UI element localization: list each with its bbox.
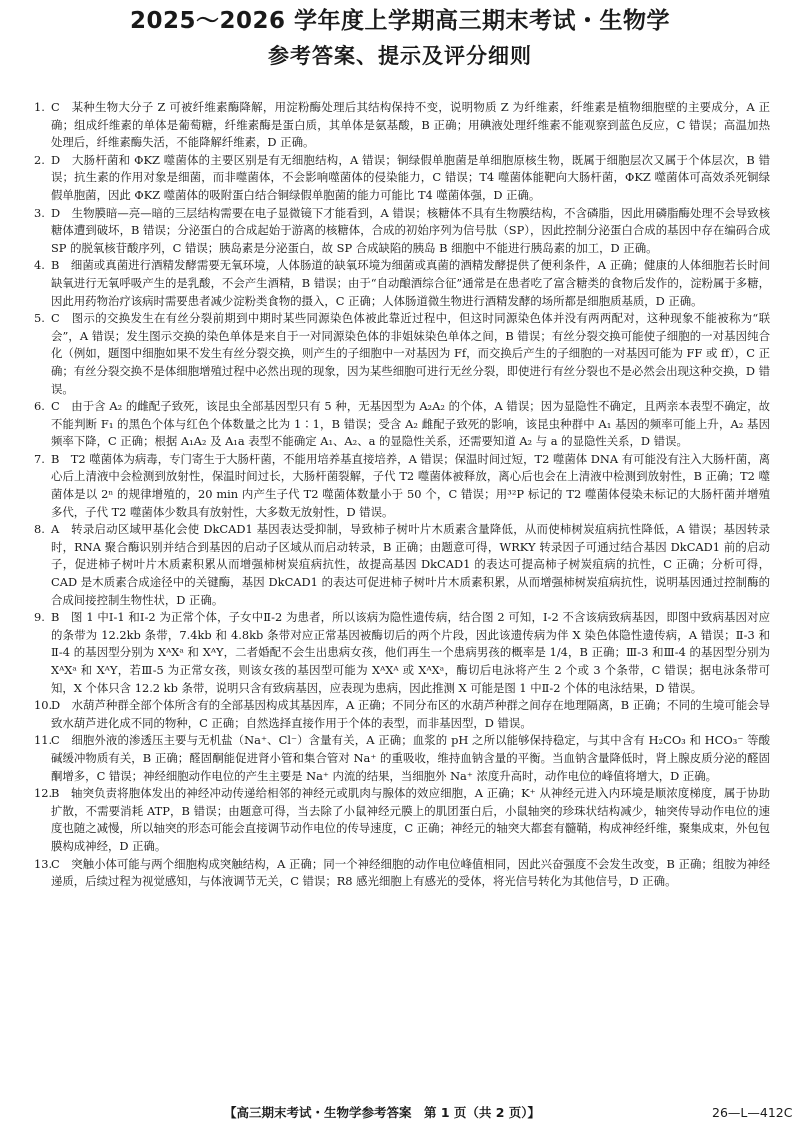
answer-item xyxy=(34,152,770,205)
answer-number: 7. xyxy=(34,451,45,466)
answer-number: 1. xyxy=(34,100,45,114)
answer-item xyxy=(34,257,770,310)
footer-page-info: 【高三期末考试・生物学参考答案 第 1 页（共 2 页）】 xyxy=(224,1105,541,1120)
answer-item xyxy=(34,99,770,152)
answer-item xyxy=(34,310,770,398)
answer-text: B 细菌或真菌进行酒精发酵需要无氧环境，人体肠道的缺氧环境为细菌或真菌的酒精发酵提供了便利条件，A 正确；健康的人体细胞若长时间缺氧进行无氧呼吸产生的是乳酸，不会产生酒精，B 错误；由于“自动酿酒综合征”通常是在患者吃了富含糖类的食物后发作的，淀粉属于多糖，因此用药物治疗该病时需要患者减少淀粉类食物的摄入，C 正确；人体肠道微生物进行酒精发酵的场所都是细胞质基质，D 正确。 xyxy=(51,258,770,308)
answer-number: 9. xyxy=(34,610,45,625)
answer-item xyxy=(34,521,770,609)
answer-item xyxy=(34,856,770,891)
answer-text: C 某种生物大分子 Z 可被纤维素酶降解，用淀粉酶处理后其结构保持不变，说明物质 Z 为纤维素，纤维素是植物细胞壁的主要成分，A 正确；组成纤维素的单体是葡萄糖，纤维素酶是蛋白质，其单体是氨基酸，B 正确；用碘液处理纤维素不能观察到蓝色反应，C 错误；高温加热处理后，纤维素酶失活，不能降解纤维素，D 正确。 xyxy=(51,100,770,150)
answer-text: D 大肠杆菌和 ΦKZ 噬菌体的主要区别是有无细胞结构，A 错误；铜绿假单胞菌是单细胞原核生物，既属于细胞层次又属于个体层次，B 错误；抗生素的作用对象是细菌，而非噬菌体，不会影响噬菌体的侵染能力，C 错误；T4 噬菌体能靶向大肠杆菌，ΦKZ 噬菌体可高效杀死铜绿假单胞菌，因此 ΦKZ 噬菌体的吸附蛋白结合铜绿假单胞菌的能力可能比 T4 噬菌体强，D 正确。 xyxy=(51,152,770,202)
answer-item xyxy=(34,785,770,855)
answer-item xyxy=(34,451,770,521)
answer-number: 3. xyxy=(34,205,45,220)
answer-number: 5. xyxy=(34,311,45,326)
answer-text: C 图示的交换发生在有丝分裂前期到中期时某些同源染色体被此靠近过程中，但这时同源染色体并没有两两配对，这种现象不能被称为“联会”，A 错误；发生图示交换的染色单体是来自于一对同源染色体的非姐妹染色单体之间，B 错误；有丝分裂交换可能使子细胞的一对基因纯合化（例如，题图中细胞如果不发生有丝分裂交换，则产生的子细胞中一对基因为 Ff，而交换后产生的子细胞的一对基因可能为 FF 或 ff），C 正确；有丝分裂交换不是体细胞增殖过程中必然出现的现象，因为某些细胞可进行无丝分裂，即使进行有丝分裂也不是必然会出现这种交换，D 错误。 xyxy=(51,311,770,396)
answer-item xyxy=(34,205,770,258)
page-title: 2025～2026 学年度上学期高三期末考试・生物学 xyxy=(129,8,671,34)
answer-text: D 生物膜暗—亮—暗的三层结构需要在电子显微镜下才能看到，A 错误；核糖体不具有生物膜结构，不含磷脂，因此用磷脂酶处理不会导致核糖体遭到破坏，B 错误；分泌蛋白的合成起始于游离的核糖体，合成的初始序列为信号肽（SP），因此控制分泌蛋白合成的基因中存在编码合成 SP 的脱氧核苷酸序列，C 错误；胰岛素是分泌蛋白，故 SP 合成缺陷的胰岛 B 细胞中不能进行胰岛素的加工，D 正确。 xyxy=(51,205,770,255)
page-footer xyxy=(0,1101,800,1125)
answer-number: 6. xyxy=(34,399,45,414)
answer-text: B 轴突负责将胞体发出的神经冲动传递给相邻的神经元或肌肉与腺体的效应细胞，A 正确；K⁺ 从神经元进入内环境是顺浓度梯度，属于协助扩散，不需要消耗 ATP，B 错误；由题意可得，当去除了小鼠神经元膜上的肌团蛋白后，小鼠轴突的珍珠状结构减少，轴突传导动作电位的速度也随之减慢，所以轴突的形态可能会直接调节动作电位的传导速度，C 正确；神经元的轴突大都套有髓鞘，构成神经纤维，聚集成束，外包包膜构成神经，D 正确。 xyxy=(51,786,770,853)
answer-text: C 细胞外液的渗透压主要与无机盐（Na⁺、Cl⁻）含量有关，A 正确；血浆的 pH 之所以能够保持稳定，与其中含有 H₂CO₃ 和 HCO₃⁻ 等酸碱缓冲物质有关，B 正确；醛固酮能促进肾小管和集合管对 Na⁺ 的重吸收，维持血钠含量的平衡。当血钠含量降低时，肾上腺皮质分泌的醛固酮增多，C 错误；神经细胞动作电位的产生主要是 Na⁺ 内流的结果，当细胞外 Na⁺ 浓度升高时，动作电位的峰值将增大，D 正确。 xyxy=(51,733,770,783)
answer-text: C 由于含 A₂ 的雌配子致死，该昆虫全部基因型只有 5 种，无基因型为 A₂A₂ 的个体，A 错误；因为显隐性不确定，且两亲本表型不确定，故不能判断 F₁ 的黑色个体与红色个体数量之比为 1∶1，B 错误；受含 A₂ 雌配子致死的影响，该昆虫种群中 A₁ 基因的频率可能上升，A₂ 基因频率下降，C 正确；根据 A₁A₂ 及 A₁a 表型不能确定 A₁、A₂、a 的显隐性关系，还需要知道 A₂ 与 a 的显隐性关系，D 错误。 xyxy=(51,399,770,449)
answer-item xyxy=(34,609,770,697)
answer-text: D 水葫芦种群全部个体所含有的全部基因构成其基因库，A 正确；不同分布区的水葫芦种群之间存在地理隔离，B 正确；不同的生境可能会导致水葫芦进化成不同的物种，C 正确；自然选择直接作用于个体的表型，而非基因型，D 错误。 xyxy=(51,698,770,730)
answer-number: 4. xyxy=(34,258,45,273)
answer-item xyxy=(34,732,770,785)
answer-number: 11. xyxy=(34,733,53,748)
answer-text: A 转录启动区域甲基化会使 DkCAD1 基因表达受抑制，导致柿子树叶片木质素含量降低，从而使柿树炭疽病抗性降低，A 错误；基因转录时，RNA 聚合酶识别并结合到基因的启动子区域从而启动转录，B 正确；由题意可得，WRKY 转录因子可通过结合基因 DkCAD1 前的启动子，促进柿子树叶片木质素积累从而增强柿树炭疽病抗性，故提高基因 DkCAD1 的表达可提高柿子树炭疽病的抗性，C 正确；分析可得，CAD 是木质素合成途径中的关键酶，基因 DkCAD1 的表达可促进柿子树叶片木质素积累，从而增强柿树炭疽病抗性，说明基因通过控制酶的合成间接控制生物性状，D 正确。 xyxy=(51,522,770,607)
answer-number: 2. xyxy=(34,152,45,167)
answer-number: 8. xyxy=(34,522,45,537)
answer-number: 10. xyxy=(34,698,53,713)
answer-number: 12. xyxy=(34,786,53,801)
answer-text: C 突触小体可能与两个细胞构成突触结构，A 正确；同一个神经细胞的动作电位峰值相同，因此兴奋强度不会发生改变，B 正确；组胺为神经递质，后续过程为视觉感知，与体液调节无关，C 错误；R8 感光细胞上有感光的受体，将光信号转化为其他信号，D 正确。 xyxy=(51,856,770,889)
answer-text: B 图 1 中Ⅰ-1 和Ⅰ-2 为正常个体，子女中Ⅱ-2 为患者，所以该病为隐性遗传病，结合图 2 可知，Ⅰ-2 不含该病致病基因，即图中致病基因对应的条带为 12.2kb 条带，7.4kb 和 4.8kb 条带对应正常基因被酶切后的两个片段，因此该遗传病为伴 X 染色体隐性遗传病，A 错误；Ⅱ-3 和Ⅱ-4 的基因型分别为 XᴬXᵃ 和 XᴬY，二者婚配不会生出患病女孩，他们再生一个患病男孩的概率是 1/4，B 正确；Ⅲ-3 和Ⅲ-4 的基因型分别为 XᴬXᵃ 和 XᴬY，若Ⅲ-5 为正常女孩，则该女孩的基因型可能为 XᴬXᴬ 或 XᴬXᵃ，酶切后电泳将产生 2 个或 3 个条带，C 错误；据电泳条带可知，X 个体只含 12.2 kb 条带，说明只含有致病基因，应表现为患病，因此推测 X 可能是图 1 中Ⅱ-2 个体的电泳结果，D 错误。 xyxy=(51,610,770,695)
page-subtitle: 参考答案、提示及评分细则 xyxy=(268,44,532,68)
answer-text: B T2 噬菌体为病毒，专门寄生于大肠杆菌，不能用培养基直接培养，A 错误；保温时间过短，T2 噬菌体 DNA 有可能没有注入大肠杆菌，离心后上清液中会检测到放射性，保温时间过长，大肠杆菌裂解，子代 T2 噬菌体被释放，离心后也会在上清液中检测到放射性，B 正确；T2 噬菌体是以 2ⁿ 的规律增殖的，20 min 内产生子代 T2 噬菌体数量小于 50 个，C 错误；用³²P 标记的 T2 噬菌体侵染未标记的大肠杆菌并增殖多代，子代 T2 噬菌体少数具有放射性，大多数无放射性，D 错误。 xyxy=(51,451,770,519)
answer-number: 13. xyxy=(34,856,53,871)
answer-item xyxy=(34,697,770,732)
footer-paper-code: 26—L—412C xyxy=(712,1105,793,1120)
answer-list xyxy=(34,99,770,1084)
answer-item xyxy=(34,398,770,451)
